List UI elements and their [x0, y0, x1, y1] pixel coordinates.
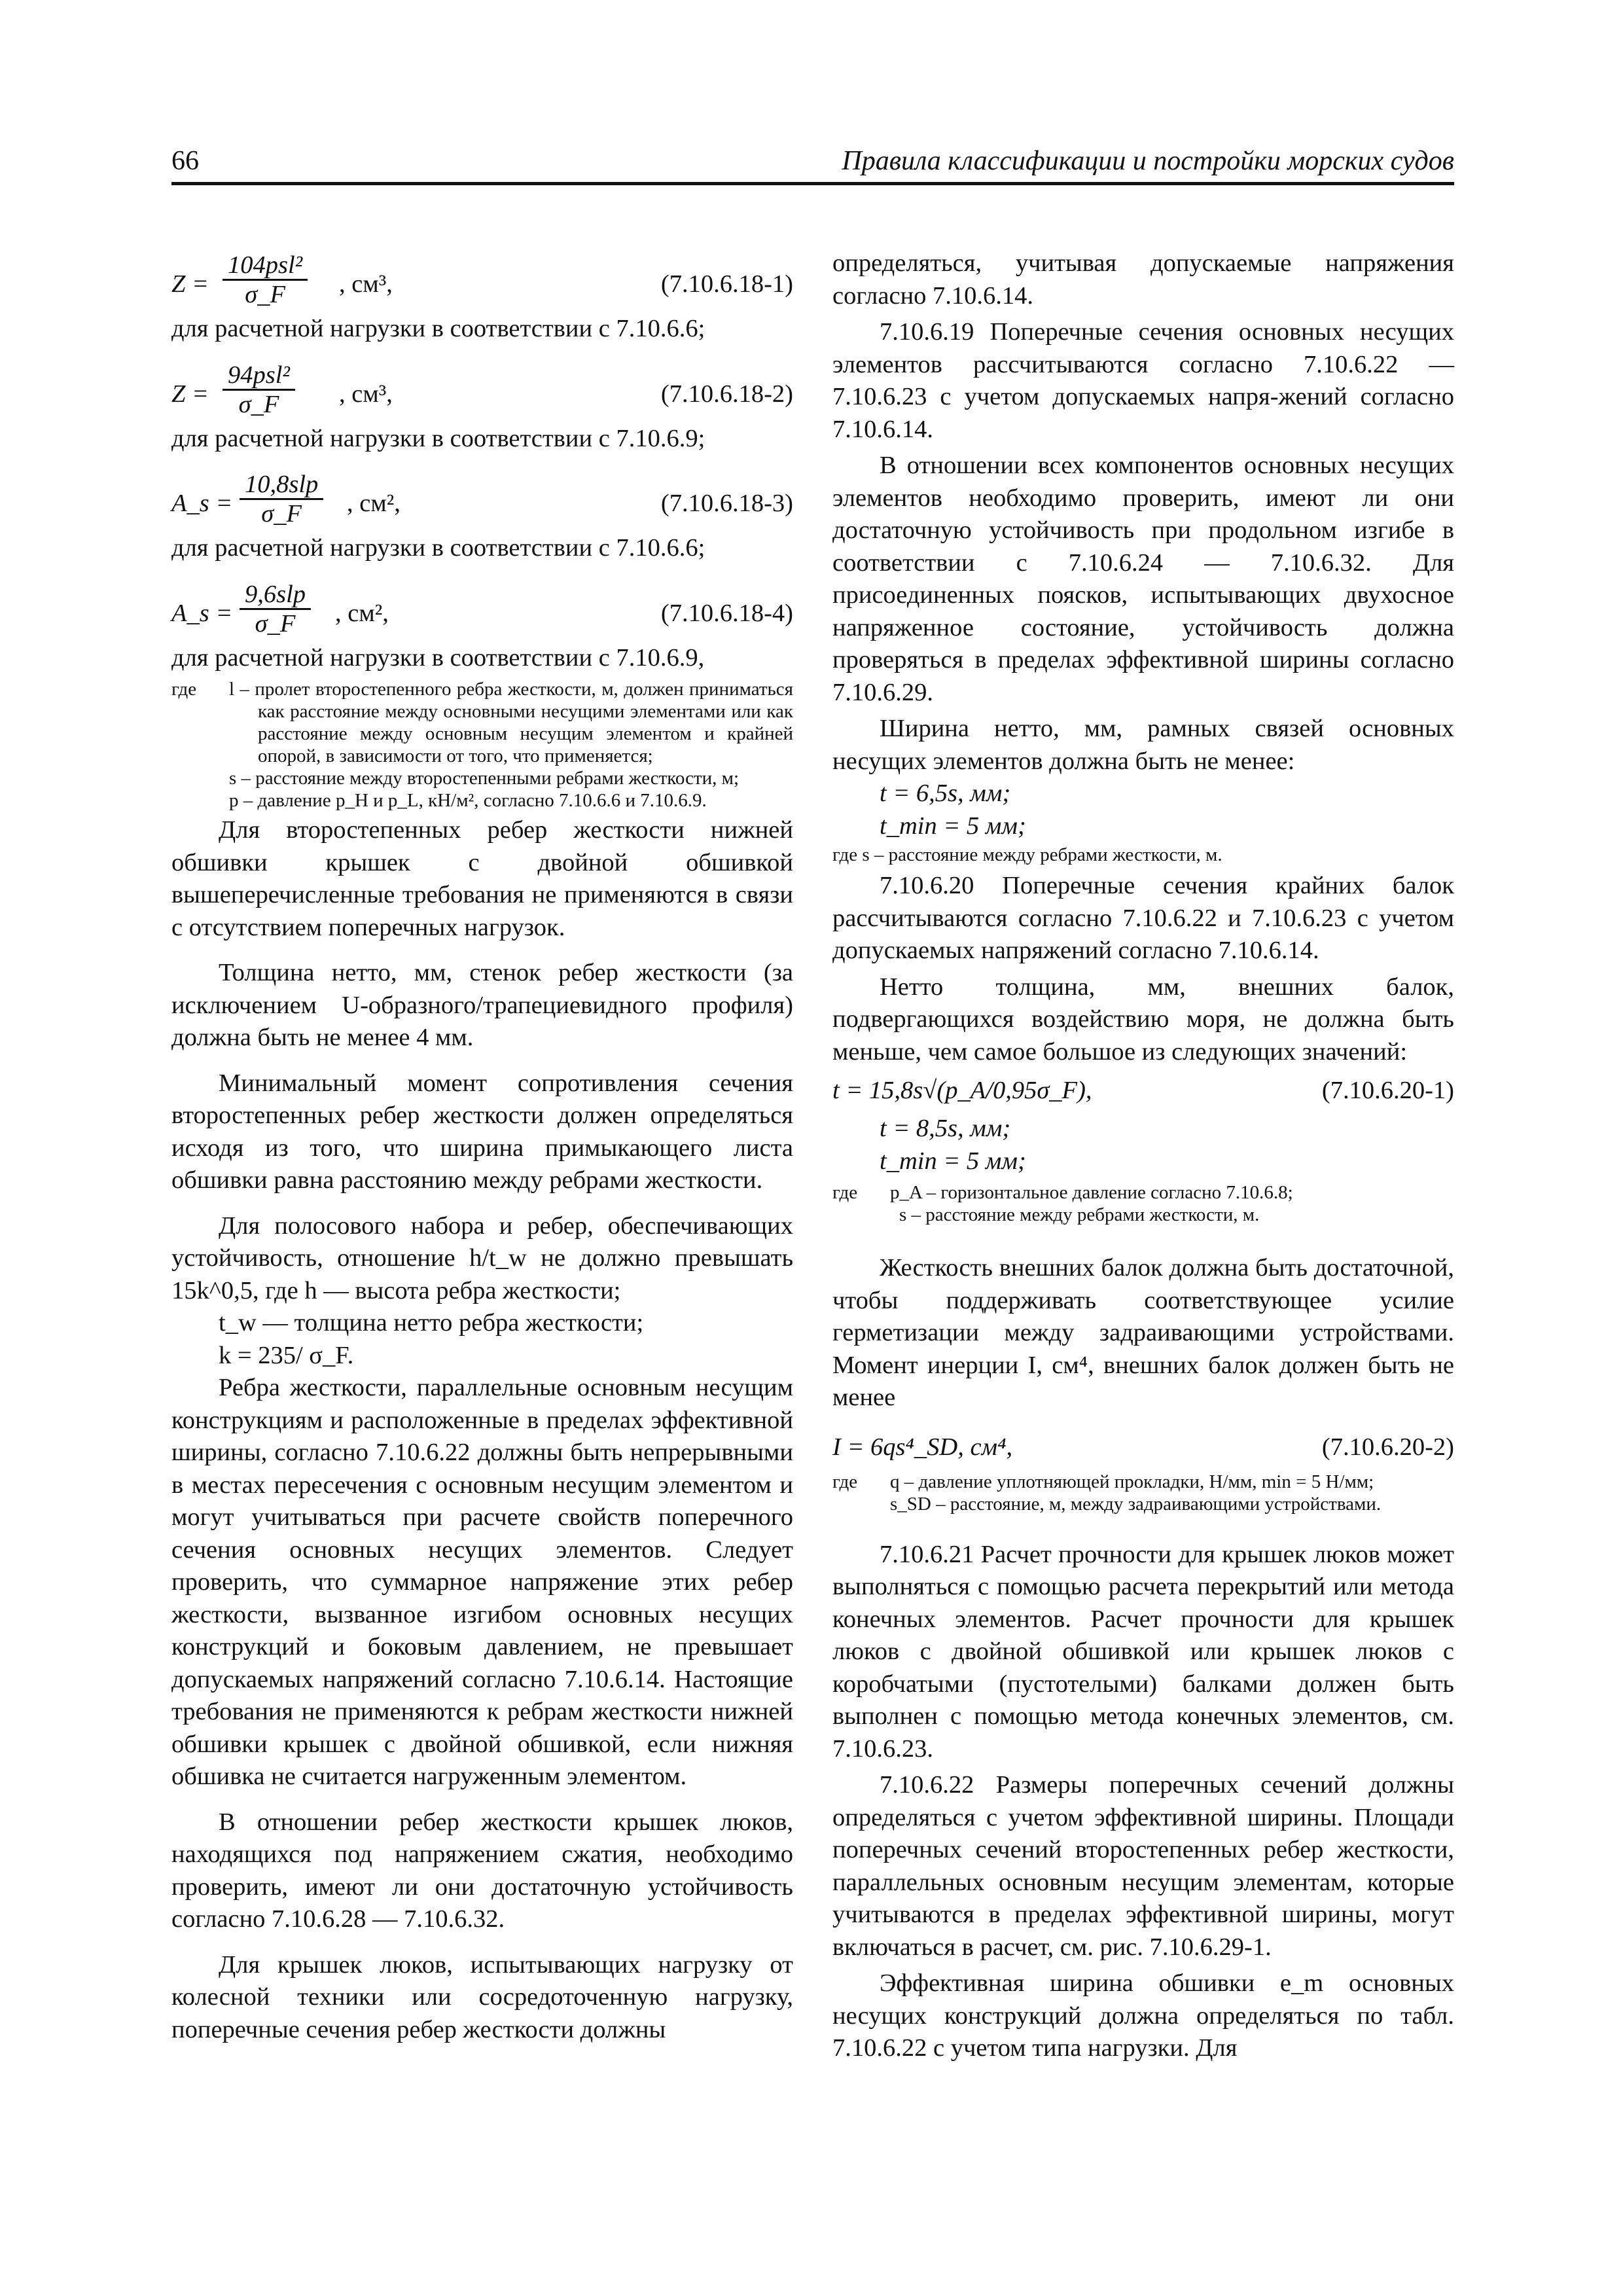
left-column — [171, 247, 793, 2046]
formula-lhs: A_s = — [171, 599, 233, 627]
paragraph: 7.10.6.20 Поперечные сечения крайних балок рассчитываются согласно 7.10.6.22 и 7.10.6.23 с учетом допускаемых напряжений согласно 7.10.6.14. — [832, 872, 1454, 964]
formula-fraction — [240, 581, 311, 637]
paragraph: Эффективная ширина обшивки e_m основных несущих конструкций должна определяться по табл. 7.10.6.22 с учетом типа нагрузки. Для — [832, 1969, 1454, 2062]
formula-fraction — [223, 251, 308, 308]
formula-7-10-6-18-1 — [171, 251, 793, 310]
right-column — [832, 247, 1454, 2065]
running-title: Правила классификации и постройки морских судов — [842, 146, 1454, 176]
formula-unit: , см², — [335, 599, 389, 627]
formula-7-10-6-18-3 — [171, 471, 793, 529]
formula-fraction — [240, 471, 323, 528]
paragraph-line: k = 235/ σ_F. — [219, 1341, 354, 1369]
paragraph: В отношении всех компонентов основных несущих элементов необходимо проверить, имеют ли они достаточную устойчивость при продольном изгибе в соответствии с 7.10.6.24 — 7.10.6.32. Для присоединенных поясков, испытывающих двухосное напряженное состояние, устойчивость должна проверяться в пределах эффективной ширины согласно 7.10.6.29. — [832, 452, 1454, 706]
equation-number: (7.10.6.18-2) — [660, 380, 793, 408]
where-block: где s – расстояние между ребрами жесткости, м. — [832, 844, 1222, 865]
where-block — [832, 1471, 1454, 1515]
formula-note: для расчетной нагрузки в соответствии с 7.10.6.6; — [171, 315, 705, 342]
paragraph: определяться, учитывая допускаемые напряжения согласно 7.10.6.14. — [832, 249, 1454, 310]
formula-expression: t = 15,8s√(p_A/0,95σ_F), — [832, 1077, 1092, 1104]
formula-lhs: A_s = — [171, 490, 233, 517]
paragraph-line: t_w — толщина нетто ребра жесткости; — [219, 1309, 644, 1336]
page-number: 66 — [171, 146, 199, 176]
formula-unit: , см², — [347, 490, 401, 517]
formula-lhs: Z = — [171, 270, 209, 298]
where-label: где — [832, 1182, 858, 1203]
equation-number: (7.10.6.20-2) — [1321, 1433, 1454, 1461]
where-item-l: l – пролет второстепенного ребра жесткости, м, должен приниматься как расстояние между основными несущими элементами или как расстояние между основным несущим элементом и крайней опорой, в зависимости от того, что применяется; — [229, 679, 793, 766]
formula-denominator: σ_F — [261, 500, 302, 528]
page-header — [171, 145, 1454, 185]
formula-denominator: σ_F — [255, 609, 296, 637]
where-item-ssd: s_SD – расстояние, м, между задраивающими устройствами. — [890, 1493, 1382, 1515]
paragraph: Минимальный момент сопротивления сечения второстепенных ребер жесткости должен определяться исходя из того, что ширина примыкающего листа обшивки равна расстоянию между ребрами жесткости. — [171, 1069, 793, 1194]
formula-line: t_min = 5 мм; — [880, 1147, 1026, 1175]
formula-7-10-6-20-2 — [832, 1429, 1454, 1467]
paragraph: 7.10.6.19 Поперечные сечения основных несущих элементов рассчитываются согласно 7.10.6.22 — 7.10.6.23 с учетом допускаемых напря-жений согласно 7.10.6.14. — [832, 318, 1454, 443]
paragraph: 7.10.6.21 Расчет прочности для крышек люков может выполняться с помощью расчета перекрытий или метода конечных элементов. Расчет прочности для крышек люков с двойной обшивкой или крышек люков с коробчатыми (пустотелыми) балками должен быть выполнен с помощью метода конечных элементов, см. 7.10.6.23. — [832, 1540, 1454, 1763]
formula-denominator: σ_F — [245, 281, 285, 308]
formula-7-10-6-18-2 — [171, 361, 793, 420]
formula-line: t_min = 5 мм; — [880, 812, 1026, 840]
formula-expression: I = 6qs⁴_SD, см⁴, — [832, 1433, 1013, 1461]
where-item-pa: p_A – горизонтальное давление согласно 7.10.6.8; — [890, 1182, 1293, 1203]
formula-7-10-6-18-4 — [171, 581, 793, 639]
equation-number: (7.10.6.18-3) — [660, 490, 793, 517]
formula-numerator: 10,8slp — [240, 471, 323, 500]
paragraph: Для крышек люков, испытывающих нагрузку от колесной техники или сосредоточенную нагрузку, поперечные сечения ребер жесткости должны — [171, 1950, 793, 2043]
where-label: где — [832, 1471, 858, 1492]
formula-numerator: 94psl² — [223, 361, 295, 391]
paragraph: Для второстепенных ребер жесткости нижней обшивки крышек с двойной обшивкой вышеперечисленные требования не применяются в связи с отсутствием поперечных нагрузок. — [171, 816, 793, 941]
formula-numerator: 104psl² — [223, 251, 308, 281]
formula-note: для расчетной нагрузки в соответствии с 7.10.6.9; — [171, 424, 705, 452]
paragraph: Ребра жесткости, параллельные основным несущим конструкциям и расположенные в пределах эффективной ширины, согласно 7.10.6.22 должны быть непрерывными в местах пересечения с основным несущим элементом и могут учитываться при расчете свойств поперечного сечения основных несущих элементов. Следует проверить, что суммарное напряжение этих ребер жесткости, вызванное изгибом основных несущих конструкций и боковым давлением, не превышает допускаемых напряжений согласно 7.10.6.14. Настоящие требования не применяются к ребрам жесткости нижней обшивки крышек с двойной обшивкой, если нижняя обшивка не считается нагруженным элементом. — [171, 1374, 793, 1790]
equation-number: (7.10.6.18-4) — [660, 599, 793, 627]
paragraph: Ширина нетто, мм, рамных связей основных несущих элементов должна быть не менее: — [832, 715, 1454, 775]
formula-unit: , см³, — [339, 270, 393, 298]
equation-number: (7.10.6.18-1) — [660, 270, 793, 298]
formula-fraction — [223, 361, 295, 418]
paragraph: Нетто толщина, мм, внешних балок, подвергающихся воздействию моря, не должна быть меньше, чем самое большое из следующих значений: — [832, 973, 1454, 1066]
where-item-s: s – расстояние между ребрами жесткости, м. — [899, 1204, 1260, 1225]
formula-numerator: 9,6slp — [240, 581, 311, 610]
where-block — [171, 678, 793, 812]
where-item-p: p – давление p_H и p_L, кН/м², согласно 7.10.6.6 и 7.10.6.9. — [229, 790, 707, 811]
where-item-q: q – давление уплотняющей прокладки, Н/мм, min = 5 Н/мм; — [890, 1471, 1374, 1492]
paragraph: В отношении ребер жесткости крышек люков, находящихся под напряжением сжатия, необходимо проверить, имеют ли они достаточную устойчивость согласно 7.10.6.28 — 7.10.6.32. — [171, 1808, 793, 1933]
paragraph: Толщина нетто, мм, стенок ребер жесткости (за исключением U-образного/трапециевидного профиля) должна быть не менее 4 мм. — [171, 959, 793, 1051]
paragraph: Для полосового набора и ребер, обеспечивающих устойчивость, отношение h/t_w не должно превышать 15k^0,5, где h — высота ребра жесткости; — [171, 1211, 793, 1304]
formula-line: t = 8,5s, мм; — [880, 1115, 1011, 1142]
formula-denominator: σ_F — [238, 390, 279, 418]
formula-7-10-6-20-1 — [832, 1072, 1454, 1110]
equation-number: (7.10.6.20-1) — [1321, 1077, 1454, 1104]
formula-note: для расчетной нагрузки в соответствии с 7.10.6.6; — [171, 534, 705, 562]
where-item-s: s – расстояние между второстепенными ребрами жесткости, м; — [229, 768, 740, 789]
formula-unit: , см³, — [339, 380, 393, 408]
formula-line: t = 6,5s, мм; — [880, 780, 1011, 807]
paragraph: Жесткость внешних балок должна быть достаточной, чтобы поддерживать соответствующее усилие герметизации между задраивающими устройствами. Момент инерции I, см⁴, внешних балок должен быть не менее — [832, 1254, 1454, 1411]
formula-lhs: Z = — [171, 380, 209, 408]
paragraph: 7.10.6.22 Размеры поперечных сечений должны определяться с учетом эффективной ширины. Площади поперечных сечений второстепенных ребер жесткости, параллельных основным несущим элементам, которые учитываются в пределах эффективной ширины, могут включаться в расчет, см. рис. 7.10.6.29-1. — [832, 1771, 1454, 1961]
formula-note: для расчетной нагрузки в соответствии с 7.10.6.9, — [171, 643, 705, 672]
where-block — [832, 1181, 1454, 1226]
where-label: где — [171, 679, 197, 700]
